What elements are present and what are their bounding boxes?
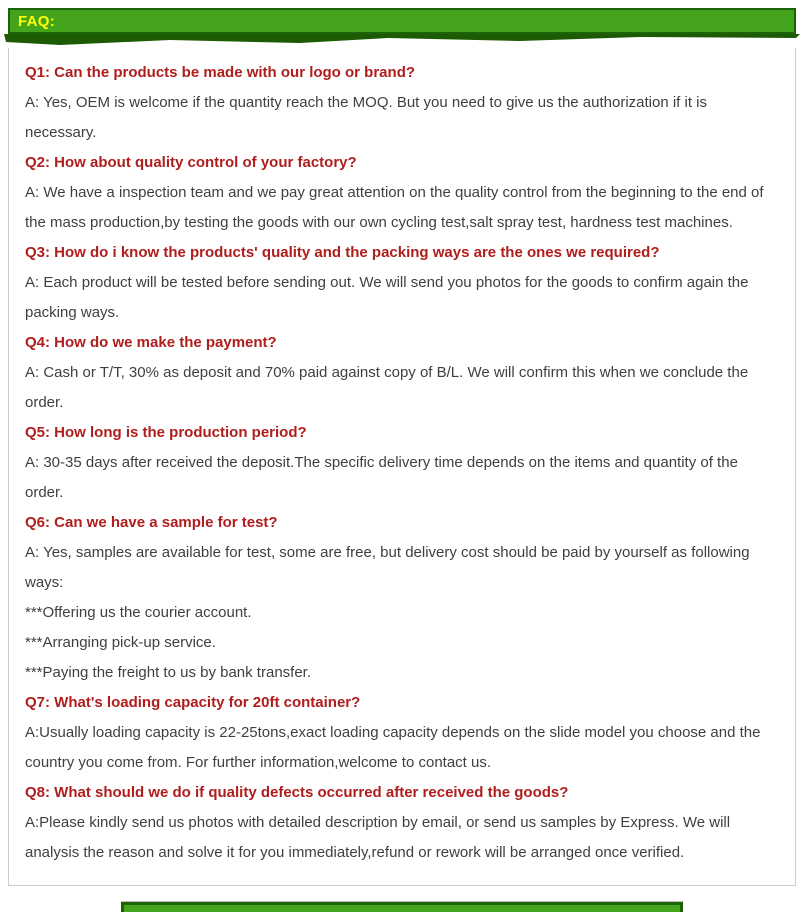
faq-question: Q6: Can we have a sample for test?	[25, 514, 278, 531]
faq-question: Q1: Can the products be made with our logo or brand?	[25, 64, 416, 81]
faq-answer-line: ***Paying the freight to us by bank transfer.	[25, 664, 312, 681]
faq-answer-line: ***Arranging pick-up service.	[25, 634, 216, 651]
faq-list	[25, 58, 779, 868]
faq-section-title: FAQ:	[18, 12, 56, 30]
next-section-header-partial	[121, 902, 683, 912]
faq-question: Q7: What's loading capacity for 20ft container?	[25, 694, 361, 711]
faq-question: Q8: What should we do if quality defects occurred after received the goods?	[25, 784, 569, 801]
faq-answer-line: A: Yes, OEM is welcome if the quantity reach the MOQ. But you need to give us the authorization if it is necessary.	[25, 94, 708, 141]
faq-item	[25, 418, 779, 508]
faq-answer-line: ***Offering us the courier account.	[25, 604, 252, 621]
faq-answer-line: A:Please kindly send us photos with detailed description by email, or send us samples by Express. We will analysis the reason and solve it for you immediately,refund or rework will be arranged once verified.	[25, 814, 731, 861]
faq-answer-line: A: We have a inspection team and we pay great attention on the quality control from the beginning to the end of the mass production,by testing the goods with our own cycling test,salt spray test, hardness test machines.	[25, 184, 764, 231]
faq-item	[25, 238, 779, 328]
header-ribbon-shadow-decoration	[0, 34, 804, 48]
faq-content	[8, 48, 796, 886]
faq-answer-line: A: Each product will be tested before sending out. We will send you photos for the goods to confirm again the packing ways.	[25, 274, 749, 321]
faq-answer-line: A:Usually loading capacity is 22-25tons,exact loading capacity depends on the slide model you choose and the country you come from. For further information,welcome to contact us.	[25, 724, 761, 771]
faq-question: Q4: How do we make the payment?	[25, 334, 277, 351]
faq-item	[25, 778, 779, 868]
faq-answer-line: A: Cash or T/T, 30% as deposit and 70% paid against copy of B/L. We will confirm this when we conclude the order.	[25, 364, 749, 411]
faq-item	[25, 508, 779, 688]
faq-item	[25, 328, 779, 418]
faq-answer-line: A: Yes, samples are available for test, some are free, but delivery cost should be paid by yourself as following ways:	[25, 544, 750, 591]
faq-answer-line: A: 30-35 days after received the deposit.The specific delivery time depends on the items and quantity of the order.	[25, 454, 738, 501]
faq-question: Q3: How do i know the products' quality and the packing ways are the ones we required?	[25, 244, 660, 261]
faq-item	[25, 58, 779, 148]
faq-question: Q2: How about quality control of your factory?	[25, 154, 357, 171]
faq-question: Q5: How long is the production period?	[25, 424, 307, 441]
faq-item	[25, 688, 779, 778]
faq-item	[25, 148, 779, 238]
faq-section-header	[8, 8, 796, 34]
